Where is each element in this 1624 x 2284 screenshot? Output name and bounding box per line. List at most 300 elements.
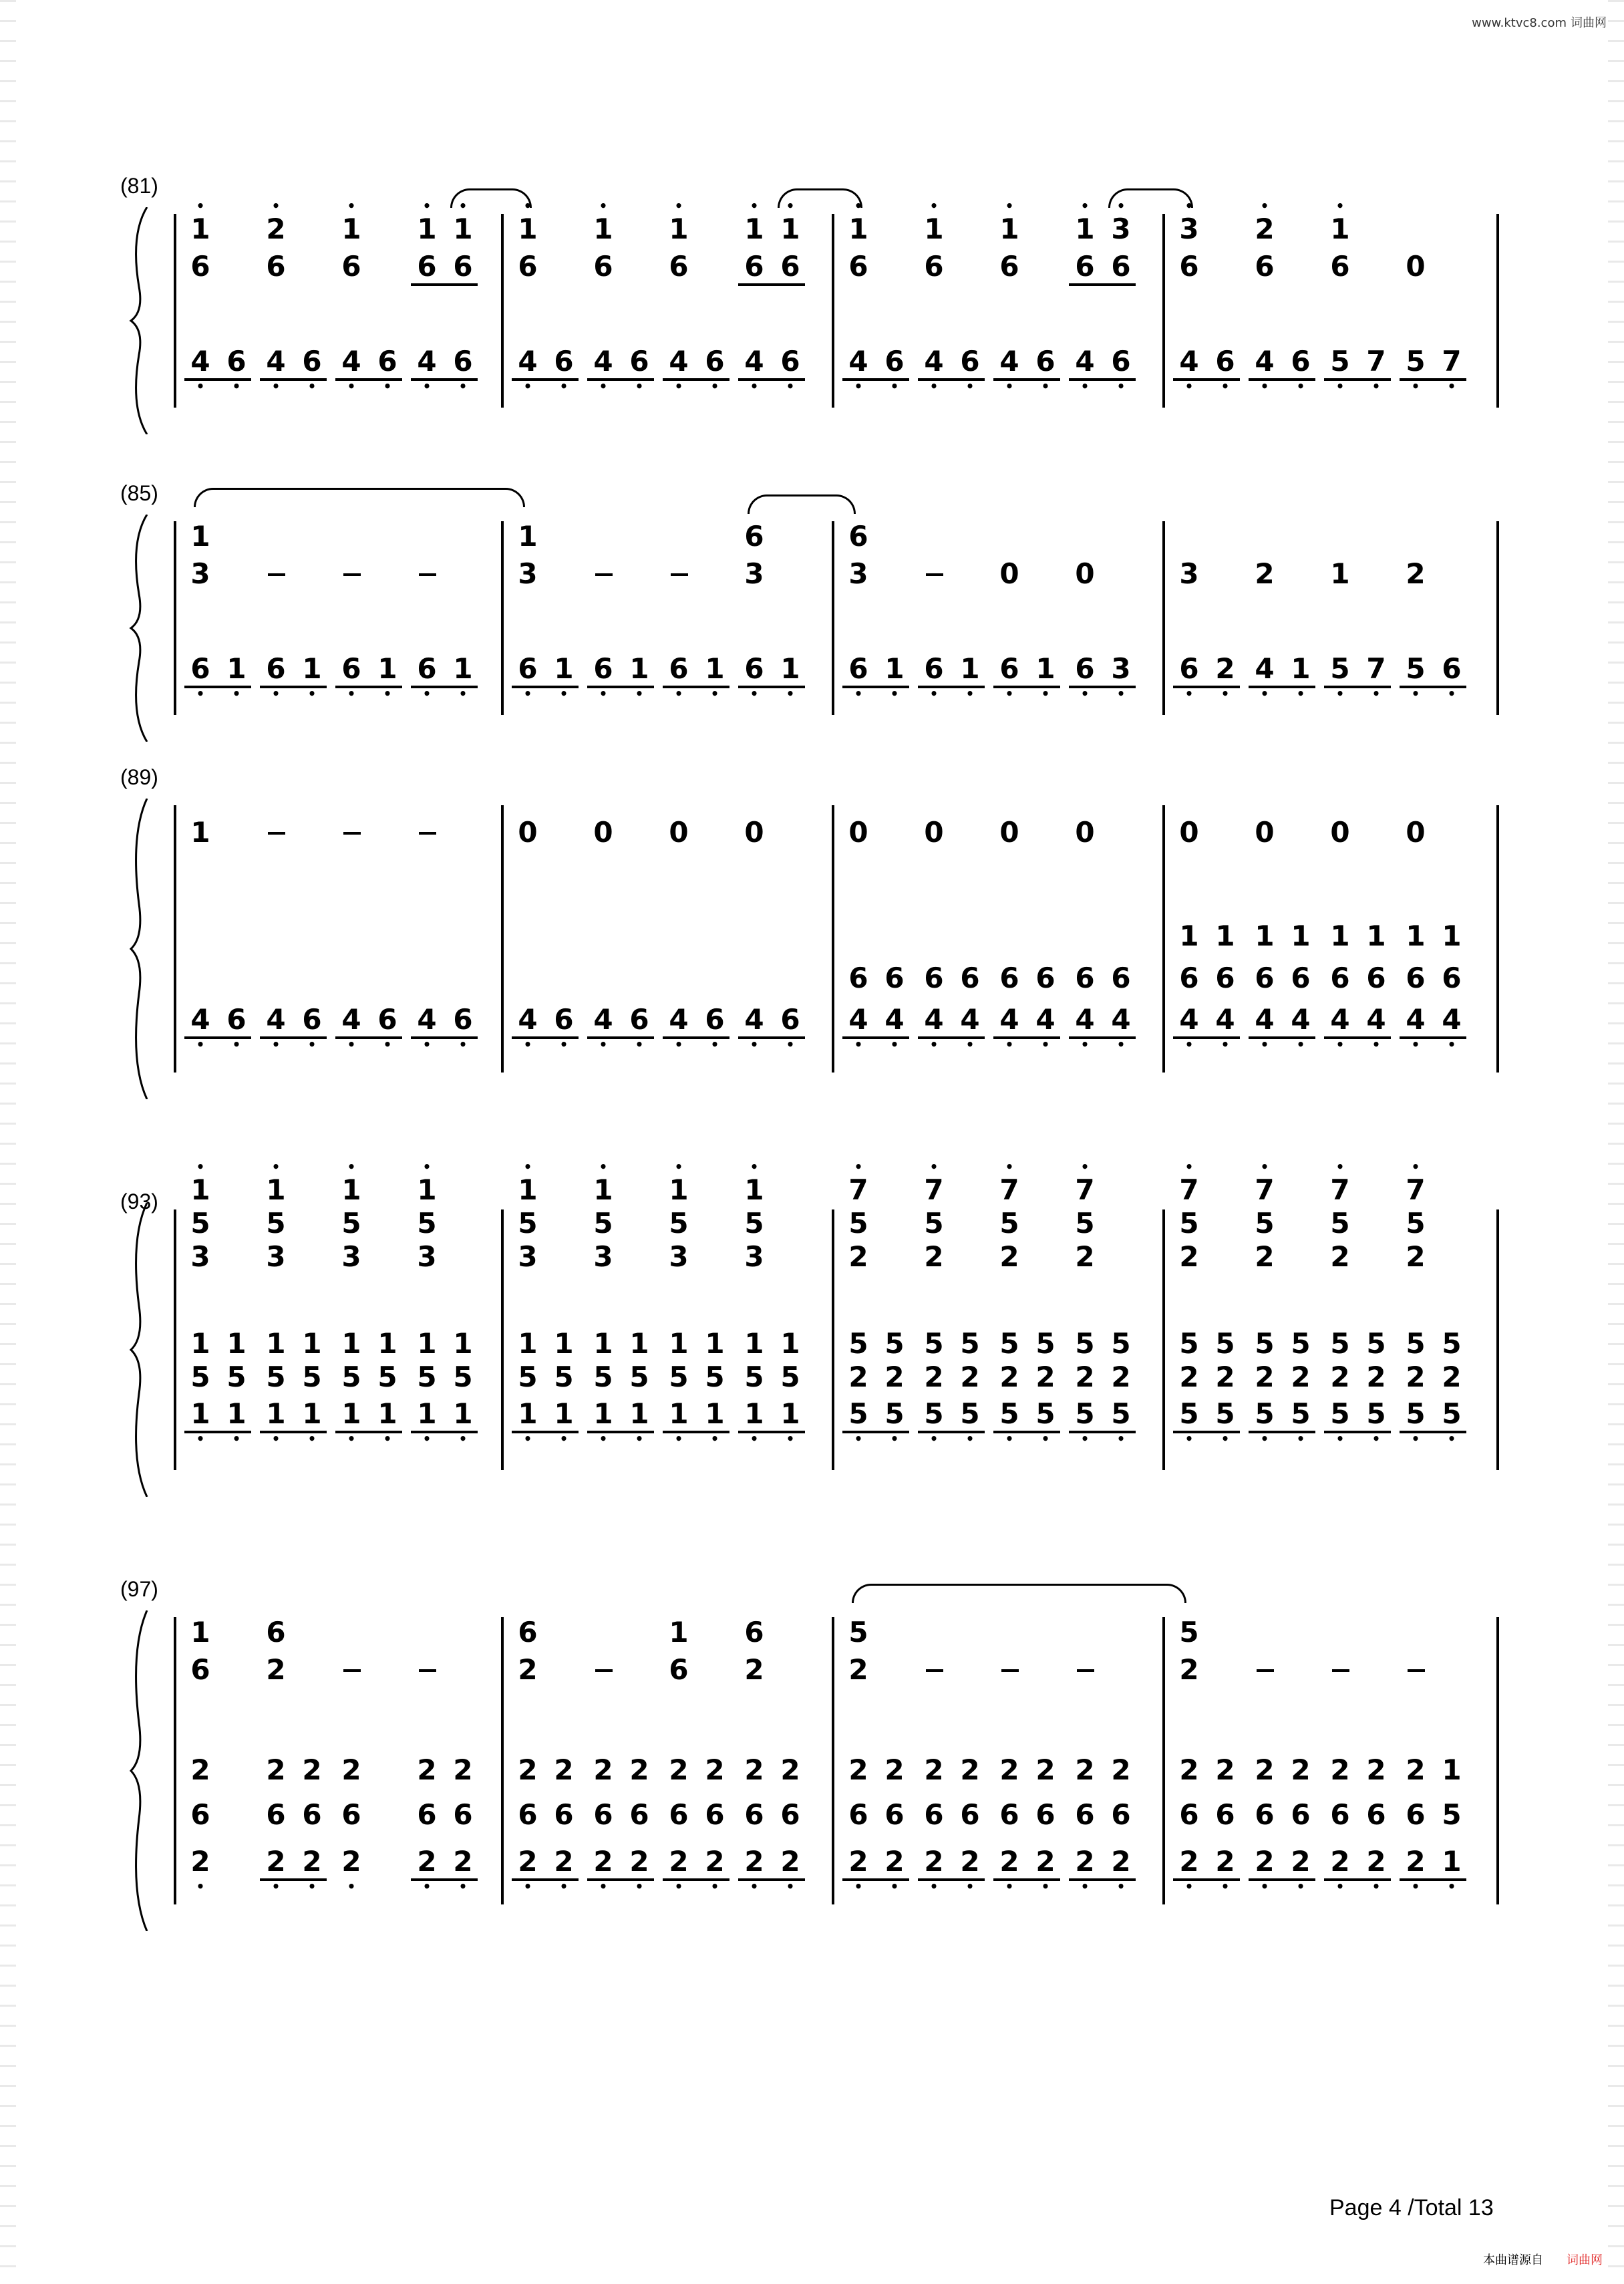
note: 1 •: [367, 655, 408, 683]
note: 4 •: [1065, 347, 1105, 376]
note: 1: [705, 1327, 725, 1360]
note: 6: [1406, 962, 1426, 994]
note: 2: [1215, 1361, 1235, 1393]
note: 6 •: [914, 655, 954, 683]
note: 2: [1255, 1240, 1275, 1273]
beam: [411, 283, 478, 286]
beam: [1069, 686, 1136, 688]
note: 5: [341, 1361, 361, 1393]
note: 5: [554, 1361, 574, 1393]
note: 2: [1330, 1361, 1350, 1393]
sustain-dash: [1257, 1669, 1274, 1672]
note: 5: [960, 1327, 980, 1360]
beam: [663, 1431, 729, 1433]
note: 5: [848, 1327, 868, 1360]
note: 5: [1179, 1327, 1199, 1360]
bar-line: [1496, 214, 1499, 408]
note: • 1: [331, 1176, 371, 1204]
note: 1 •: [874, 655, 915, 683]
note: 6: [593, 1798, 613, 1831]
right-margin-strip: [1608, 0, 1624, 2284]
note: 1: [1330, 557, 1350, 590]
note: 4 •: [838, 347, 878, 376]
note: • 7: [1065, 1176, 1105, 1204]
beam: [1173, 378, 1240, 381]
note: 5 •: [1205, 1400, 1245, 1428]
note: 2: [302, 1753, 322, 1786]
note: 1: [1255, 919, 1275, 952]
note: 6 •: [619, 1006, 659, 1034]
note: • 1: [180, 1176, 220, 1204]
grand-staff-brace: [127, 515, 154, 742]
note: 6: [518, 1798, 538, 1831]
note: 7 •: [1356, 347, 1396, 376]
note: 6: [518, 1616, 538, 1649]
note: 6: [999, 250, 1019, 283]
source-logo: 词曲网: [1567, 2253, 1603, 2267]
beam: [1324, 378, 1391, 381]
beam: [1400, 1431, 1466, 1433]
note: 3: [1179, 557, 1199, 590]
note: 2: [669, 1753, 689, 1786]
note: 4 •: [508, 347, 548, 376]
note: 6 •: [950, 347, 990, 376]
note: 2: [1111, 1361, 1131, 1393]
note: 2 •: [950, 1848, 990, 1876]
note: 6: [1330, 962, 1350, 994]
note: 2 •: [583, 1848, 623, 1876]
note: 2: [1255, 1753, 1275, 1786]
note: 4 •: [734, 1006, 774, 1034]
note: 5 •: [1396, 347, 1436, 376]
note: 2 •: [407, 1848, 447, 1876]
sustain-dash: [343, 573, 361, 576]
bar-line: [832, 1209, 834, 1470]
note: 2 •: [1205, 655, 1245, 683]
note: 5: [266, 1361, 286, 1393]
note: 1 •: [508, 1400, 548, 1428]
note: 6: [744, 520, 764, 553]
note: 4 •: [180, 1006, 220, 1034]
note: 6: [1215, 962, 1235, 994]
note: 1: [629, 1327, 649, 1360]
note: • 2: [256, 215, 296, 243]
note: 2: [190, 1753, 210, 1786]
bar-line: [501, 1209, 504, 1470]
note: 6 •: [544, 1006, 584, 1034]
slur-tie: [194, 488, 525, 507]
note: 6: [1035, 1798, 1055, 1831]
note: 4 •: [256, 347, 296, 376]
beam: [1069, 1036, 1136, 1039]
note: 4 •: [407, 1006, 447, 1034]
note: • 7: [1169, 1176, 1209, 1204]
note: 5: [518, 1361, 538, 1393]
note: 4 •: [331, 347, 371, 376]
note: 6: [848, 962, 868, 994]
note: 6 •: [1101, 347, 1141, 376]
note: 1: [780, 1327, 800, 1360]
note: 6: [1255, 1798, 1275, 1831]
sustain-dash: [1332, 1669, 1349, 1672]
note: 5: [518, 1207, 538, 1240]
note: 6: [848, 520, 868, 553]
note: 2 •: [256, 1848, 296, 1876]
note: • 1: [407, 215, 447, 243]
note: 2: [960, 1753, 980, 1786]
note: 4 •: [659, 347, 699, 376]
note: 6: [1035, 962, 1055, 994]
note: • 7: [1245, 1176, 1285, 1204]
note: 1: [1179, 919, 1199, 952]
note: 4 •: [989, 347, 1029, 376]
note: 6: [924, 962, 944, 994]
beam: [260, 1878, 327, 1881]
system-start-bar: [174, 214, 176, 408]
note: 2: [266, 1653, 286, 1686]
note: 1 •: [544, 1400, 584, 1428]
sustain-dash: [926, 1669, 943, 1672]
beam: [918, 1431, 985, 1433]
note: 1: [453, 1327, 473, 1360]
note: 1 •: [734, 1400, 774, 1428]
note: 2: [1179, 1753, 1199, 1786]
note: 2: [780, 1753, 800, 1786]
system-start-bar: [174, 805, 176, 1073]
note: 6 •: [1281, 347, 1321, 376]
note: 1 •: [695, 1400, 735, 1428]
note: 2 •: [695, 1848, 735, 1876]
note: • 1: [1320, 215, 1360, 243]
note: 0: [1406, 250, 1426, 283]
note: 2 •: [1025, 1848, 1066, 1876]
beam: [512, 1036, 579, 1039]
note: 2: [848, 1753, 868, 1786]
note: 5: [848, 1207, 868, 1240]
note: 2: [1075, 1240, 1095, 1273]
note: 2 •: [544, 1848, 584, 1876]
beam: [1400, 378, 1466, 381]
beam: [260, 1036, 327, 1039]
note: 1: [302, 1327, 322, 1360]
note: 2 •: [1396, 1848, 1436, 1876]
note: 5: [266, 1207, 286, 1240]
note: 5: [669, 1207, 689, 1240]
system-start-bar: [174, 521, 176, 715]
sustain-dash: [1408, 1669, 1425, 1672]
note: 2 •: [734, 1848, 774, 1876]
note: 5 •: [874, 1400, 915, 1428]
note: 5: [1291, 1327, 1311, 1360]
sustain-dash: [268, 832, 285, 835]
note: 6: [1215, 1798, 1235, 1831]
note: 5: [1075, 1327, 1095, 1360]
note: 1: [669, 1616, 689, 1649]
note: 2 •: [292, 1848, 332, 1876]
note: 1: [190, 1327, 210, 1360]
note: 6: [518, 250, 538, 283]
note: 6 •: [734, 655, 774, 683]
measure-number: (81): [120, 174, 158, 198]
note: 0: [1406, 816, 1426, 849]
note: 6 •: [770, 347, 810, 376]
note: 5 •: [1320, 1400, 1360, 1428]
beam: [1069, 1878, 1136, 1881]
grand-staff-brace: [127, 1203, 154, 1497]
note: • 1: [508, 1176, 548, 1204]
note: 1: [417, 1327, 437, 1360]
note: 6: [1330, 1798, 1350, 1831]
beam: [1324, 1036, 1391, 1039]
beam: [335, 1036, 402, 1039]
note: 0: [593, 816, 613, 849]
measure-number: (85): [120, 481, 158, 505]
note: 6: [1075, 250, 1095, 283]
note: 6 •: [508, 655, 548, 683]
note: 5: [1075, 1207, 1095, 1240]
bar-line: [1496, 1617, 1499, 1904]
note: 1 •: [695, 655, 735, 683]
note: 6: [593, 250, 613, 283]
note: 1 •: [256, 1400, 296, 1428]
note: 2: [1111, 1753, 1131, 1786]
note: 6: [266, 250, 286, 283]
note: 1: [669, 1327, 689, 1360]
beam: [842, 378, 909, 381]
beam: [1069, 378, 1136, 381]
note: • 7: [989, 1176, 1029, 1204]
grand-staff-brace: [127, 1610, 154, 1931]
note: 6: [190, 250, 210, 283]
note: • 1: [734, 1176, 774, 1204]
note: 6: [1111, 1798, 1131, 1831]
note: 2: [1255, 557, 1275, 590]
note: 6: [1255, 250, 1275, 283]
note: 2 •: [1169, 1848, 1209, 1876]
score-system: [114, 1577, 1503, 1904]
note: 6: [1406, 1798, 1426, 1831]
note: 4 •: [180, 347, 220, 376]
sustain-dash: [595, 573, 613, 576]
beam: [411, 1431, 478, 1433]
note: 6: [190, 1653, 210, 1686]
note: 6: [780, 250, 800, 283]
note: 5: [190, 1207, 210, 1240]
note: 2: [1179, 1653, 1199, 1686]
bar-line: [832, 1617, 834, 1904]
note: 1: [1442, 919, 1462, 952]
note: 4 •: [1169, 1006, 1209, 1034]
note: 6: [1291, 962, 1311, 994]
note: • 1: [659, 1176, 699, 1204]
note: 3: [190, 1240, 210, 1273]
beam: [1173, 1036, 1240, 1039]
beam: [842, 686, 909, 688]
note: 2: [1406, 1361, 1426, 1393]
beam: [411, 378, 478, 381]
page-indicator: Page 4 /Total 13: [1329, 2195, 1494, 2221]
note: • 1: [770, 215, 810, 243]
beam: [1324, 686, 1391, 688]
note: 1: [593, 1327, 613, 1360]
note: 6 •: [443, 347, 483, 376]
note: 2: [1179, 1361, 1199, 1393]
score-system: [114, 481, 1503, 715]
note: 6 •: [695, 1006, 735, 1034]
beam: [260, 686, 327, 688]
note: 1: [190, 816, 210, 849]
note: 5: [1035, 1327, 1055, 1360]
note: 0: [848, 816, 868, 849]
note: 5 •: [1281, 1400, 1321, 1428]
note: 5: [1255, 1207, 1275, 1240]
note: 6: [999, 1798, 1019, 1831]
note: 1: [1291, 919, 1311, 952]
beam: [663, 378, 729, 381]
note: 4 •: [407, 347, 447, 376]
note: 2: [1442, 1361, 1462, 1393]
beam: [1249, 686, 1315, 688]
beam: [587, 1431, 654, 1433]
note: 6: [1075, 1798, 1095, 1831]
note: 4 •: [659, 1006, 699, 1034]
note: 4 •: [838, 1006, 878, 1034]
note: 5 •: [1432, 1400, 1472, 1428]
bar-line: [501, 214, 504, 408]
note: 2: [999, 1753, 1019, 1786]
note: 2: [744, 1653, 764, 1686]
note: 0: [924, 816, 944, 849]
note: 3: [744, 1240, 764, 1273]
note: 6: [1179, 962, 1199, 994]
note: 6: [190, 1798, 210, 1831]
note: 2: [1406, 1240, 1426, 1273]
bar-line: [501, 1617, 504, 1904]
note: 2: [1366, 1361, 1386, 1393]
slur-tie: [748, 494, 856, 514]
note: 5 •: [950, 1400, 990, 1428]
note: • 2: [1245, 215, 1285, 243]
sustain-dash: [671, 573, 688, 576]
beam: [993, 1878, 1060, 1881]
beam: [738, 378, 805, 381]
note: 5: [1111, 1327, 1131, 1360]
note: 6: [669, 250, 689, 283]
beam: [260, 1431, 327, 1433]
note: 4 •: [874, 1006, 915, 1034]
note: 5: [884, 1327, 905, 1360]
note: 6 •: [1432, 655, 1472, 683]
note: 3 •: [1101, 655, 1141, 683]
note: 6: [999, 962, 1019, 994]
note: 6 •: [1025, 347, 1066, 376]
note: 2: [848, 1361, 868, 1393]
bar-line: [1496, 805, 1499, 1073]
note: 5: [593, 1361, 613, 1393]
note: 6: [705, 1798, 725, 1831]
beam: [1249, 1036, 1315, 1039]
score-system: [114, 765, 1503, 1073]
note: 2: [1035, 1753, 1055, 1786]
note: 2: [1035, 1361, 1055, 1393]
note: • 1: [331, 215, 371, 243]
note: 3: [190, 557, 210, 590]
note: 4 •: [1025, 1006, 1066, 1034]
beam: [184, 1431, 251, 1433]
beam: [587, 378, 654, 381]
note: 6: [453, 250, 473, 283]
note: 5 •: [1065, 1400, 1105, 1428]
beam: [738, 283, 805, 286]
note: 5 •: [1396, 655, 1436, 683]
note: 6: [744, 1798, 764, 1831]
note: 6 •: [1205, 347, 1245, 376]
note: 2: [744, 1753, 764, 1786]
bar-line: [1162, 214, 1165, 408]
site-url: www.ktvc8.com: [1472, 16, 1567, 30]
beam: [335, 378, 402, 381]
slur-tie: [450, 188, 532, 208]
bar-line: [501, 805, 504, 1073]
note: 2: [999, 1361, 1019, 1393]
note: 1: [266, 1327, 286, 1360]
note: 2 •: [619, 1848, 659, 1876]
note: 5 •: [1320, 655, 1360, 683]
note: 4 •: [1065, 1006, 1105, 1034]
note: 6: [266, 1798, 286, 1831]
note: 6: [629, 1798, 649, 1831]
beam: [1249, 378, 1315, 381]
bar-line: [501, 521, 504, 715]
beam: [1400, 686, 1466, 688]
beam: [663, 1878, 729, 1881]
slur-tie: [1108, 188, 1193, 208]
beam: [335, 686, 402, 688]
note: 4 •: [256, 1006, 296, 1034]
note: 2: [884, 1753, 905, 1786]
beam: [1249, 1431, 1315, 1433]
note: 5: [377, 1361, 397, 1393]
note: 5: [226, 1361, 247, 1393]
note: 1 •: [216, 1400, 257, 1428]
note: 5: [1179, 1207, 1199, 1240]
beam: [411, 686, 478, 688]
note: 6 •: [443, 1006, 483, 1034]
note: 2: [1291, 1753, 1311, 1786]
note: 5: [999, 1207, 1019, 1240]
note: 2 •: [180, 1848, 220, 1876]
beam: [842, 1878, 909, 1881]
note: 1: [1215, 919, 1235, 952]
note: • 1: [256, 1176, 296, 1204]
note: 1: [190, 520, 210, 553]
note: 4 •: [1432, 1006, 1472, 1034]
sustain-dash: [926, 573, 943, 576]
note: 6: [1111, 250, 1131, 283]
note: • 1: [1065, 215, 1105, 243]
note: 6: [417, 1798, 437, 1831]
beam: [1249, 1878, 1315, 1881]
note: 6: [1366, 962, 1386, 994]
grand-staff-brace: [127, 799, 154, 1099]
note: 5 •: [838, 1400, 878, 1428]
note: 6 •: [1065, 655, 1105, 683]
beam: [918, 1036, 985, 1039]
note: 2: [266, 1753, 286, 1786]
note: 2: [960, 1361, 980, 1393]
note: 1 •: [292, 1400, 332, 1428]
note: 2: [1330, 1753, 1350, 1786]
